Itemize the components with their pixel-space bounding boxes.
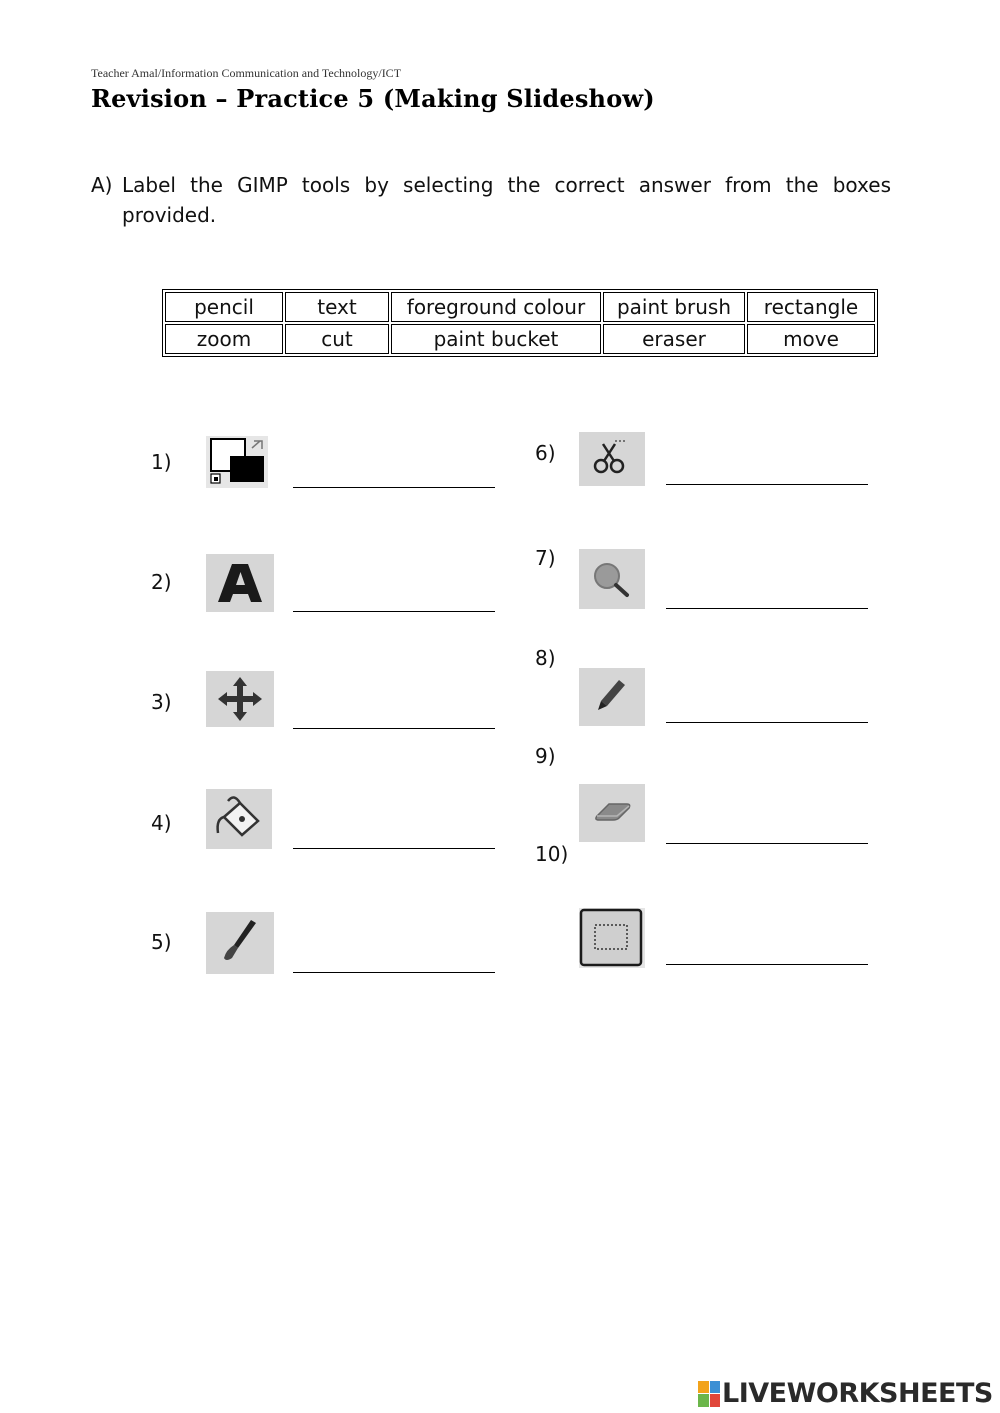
word-bank-cell: move bbox=[747, 324, 875, 354]
question-number: 4) bbox=[151, 811, 172, 835]
word-bank-cell: zoom bbox=[165, 324, 283, 354]
word-bank-cell: paint brush bbox=[603, 292, 745, 322]
zoom-magnifier-icon bbox=[579, 549, 645, 609]
question-number: 5) bbox=[151, 930, 172, 954]
word-bank-cell: pencil bbox=[165, 292, 283, 322]
worksheet-title: Revision – Practice 5 (Making Slideshow) bbox=[91, 84, 655, 113]
paint-brush-icon bbox=[206, 912, 274, 974]
text-tool-icon bbox=[206, 554, 274, 612]
brand-square bbox=[710, 1394, 721, 1407]
pencil-icon bbox=[579, 668, 645, 726]
brand-square bbox=[698, 1381, 709, 1394]
question-number: 9) bbox=[535, 744, 556, 768]
brand-mark-icon bbox=[698, 1381, 720, 1407]
question-number: 6) bbox=[535, 441, 556, 465]
word-bank-cell: paint bucket bbox=[391, 324, 601, 354]
question-number: 1) bbox=[151, 450, 172, 474]
answer-line[interactable] bbox=[666, 484, 868, 485]
answer-line[interactable] bbox=[293, 611, 495, 612]
answer-line[interactable] bbox=[666, 722, 868, 723]
instruction-text: Label the GIMP tools by selecting the correct answer from the boxes provided. bbox=[122, 173, 891, 227]
word-bank-cell: foreground colour bbox=[391, 292, 601, 322]
brand-text: LIVEWORKSHEETS bbox=[722, 1378, 993, 1409]
answer-line[interactable] bbox=[666, 843, 868, 844]
word-bank-row bbox=[165, 292, 875, 322]
question-number: 2) bbox=[151, 570, 172, 594]
paint-bucket-icon bbox=[206, 789, 272, 849]
answer-line[interactable] bbox=[293, 848, 495, 849]
word-bank-cell: text bbox=[285, 292, 389, 322]
foreground-colour-icon bbox=[206, 436, 268, 488]
question-number: 7) bbox=[535, 546, 556, 570]
word-bank-table bbox=[162, 289, 878, 357]
word-bank-cell: eraser bbox=[603, 324, 745, 354]
answer-line[interactable] bbox=[293, 487, 495, 488]
answer-line[interactable] bbox=[293, 972, 495, 973]
word-bank-cell: cut bbox=[285, 324, 389, 354]
answer-line[interactable] bbox=[293, 728, 495, 729]
move-tool-icon bbox=[206, 671, 274, 727]
word-bank-row bbox=[165, 324, 875, 354]
word-bank-cell: rectangle bbox=[747, 292, 875, 322]
question-number: 3) bbox=[151, 690, 172, 714]
header-note: Teacher Amal/Information Communication and Technology/ICT bbox=[91, 66, 402, 80]
question-number: 8) bbox=[535, 646, 556, 670]
instruction-marker: A) bbox=[91, 173, 113, 197]
rectangle-select-icon bbox=[579, 908, 645, 968]
instruction bbox=[91, 170, 891, 230]
brand-logo bbox=[698, 1378, 993, 1409]
answer-line[interactable] bbox=[666, 964, 868, 965]
brand-square bbox=[710, 1381, 721, 1394]
scissors-cut-icon bbox=[579, 432, 645, 486]
question-number: 10) bbox=[535, 842, 569, 866]
eraser-icon bbox=[579, 784, 645, 842]
answer-line[interactable] bbox=[666, 608, 868, 609]
brand-square bbox=[698, 1394, 709, 1407]
